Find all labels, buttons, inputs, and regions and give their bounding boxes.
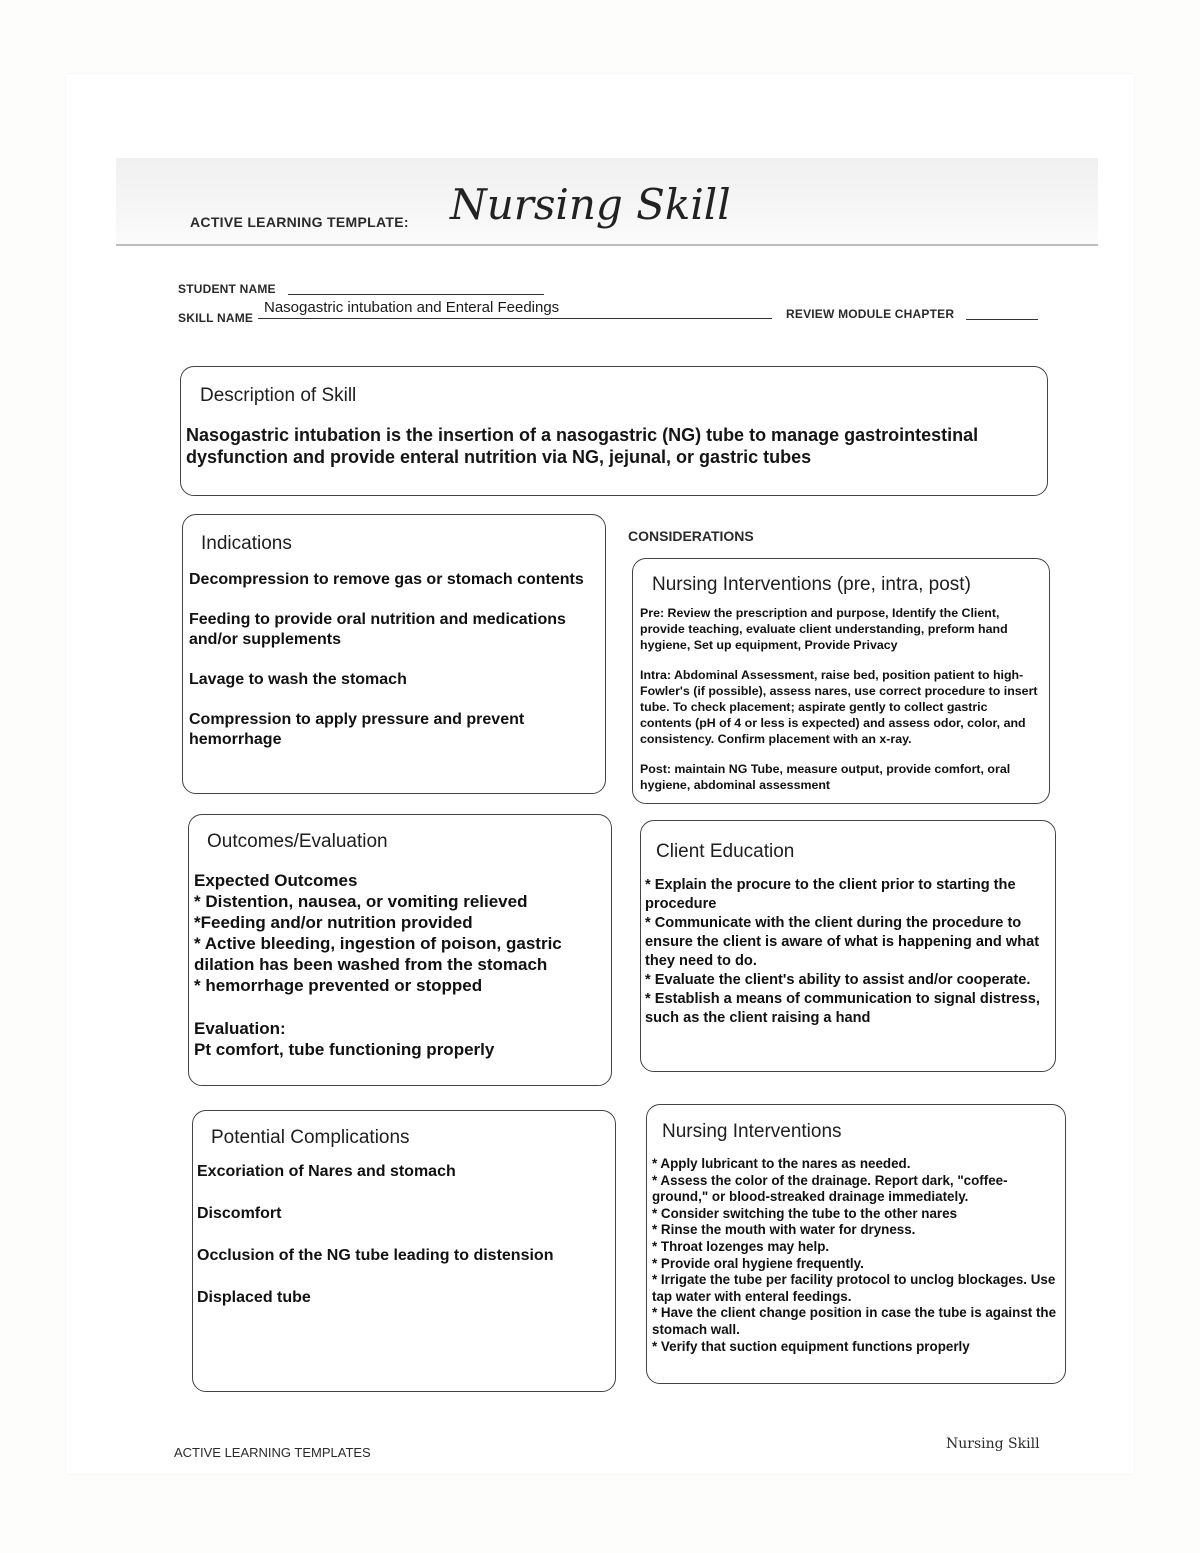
review-module-line [966, 319, 1038, 320]
list-item: *Feeding and/or nutrition provided [194, 913, 473, 932]
list-item: Decompression to remove gas or stomach contents [189, 571, 584, 588]
footer-left: ACTIVE LEARNING TEMPLATES [174, 1445, 371, 1460]
student-name-label: STUDENT NAME [178, 282, 276, 296]
list-item: * Evaluate the client's ability to assist and/or cooperate. [645, 972, 1031, 988]
description-line: Nasogastric intubation is the insertion of a nasogastric (NG) tube to manage gastrointestinal [186, 425, 979, 445]
indications-title: Indications [201, 533, 292, 554]
list-item: * Throat lozenges may help. [652, 1238, 830, 1254]
pre-text: Pre: Review the prescription and purpose, Identify the Client, provide teaching, evaluate client understanding, preform hand hygiene, Set up equipment, Provide Privacy [640, 606, 1008, 652]
list-item: Occlusion of the NG tube leading to distension [197, 1247, 554, 1264]
list-item: * Active bleeding, ingestion of poison, gastric dilation has been washed from the stomach [194, 934, 562, 974]
client-education-list [645, 876, 1045, 1028]
footer-right: Nursing Skill [946, 1436, 1040, 1452]
template-label: ACTIVE LEARNING TEMPLATE: [190, 214, 409, 230]
list-item: * Explain the procure to the client prior to starting the procedure [645, 877, 1016, 912]
skill-name-label: SKILL NAME [178, 311, 254, 325]
nursing-interventions-title: Nursing Interventions [662, 1121, 842, 1142]
list-item: * Distention, nausea, or vomiting relieved [194, 892, 528, 911]
outcomes-body [194, 870, 604, 1060]
skill-name-value: Nasogastric intubation and Enteral Feedings [264, 299, 560, 316]
list-item: * Consider switching the tube to the other nares [652, 1205, 958, 1221]
list-item: * Apply lubricant to the nares as needed. [652, 1156, 911, 1171]
list-item: Displaced tube [197, 1289, 311, 1306]
intra-text: Intra: Abdominal Assessment, raise bed, position patient to high-Fowler's (if possible), assess nares, use correct procedure to insert tube. To check placement; aspirate gently to collect gastric contents (pH of 4 or less is expected) and assess odor, color, and consistency. Confirm placement with an x-ray. [640, 668, 1038, 746]
page-title: Nursing Skill [450, 180, 731, 229]
list-item: Lavage to wash the stomach [189, 671, 407, 688]
list-item: * Verify that suction equipment functions properly [652, 1338, 970, 1354]
client-education-title: Client Education [656, 841, 795, 862]
list-item: * Irrigate the tube per facility protocol to unclog blockages. Use tap water with enteral feedings. [652, 1272, 1056, 1304]
list-item: * Provide oral hygiene frequently. [652, 1255, 864, 1271]
evaluation-label: Evaluation: [194, 1019, 286, 1038]
evaluation-text: Pt comfort, tube functioning properly [194, 1040, 495, 1059]
complications-list [197, 1162, 607, 1328]
description-title: Description of Skill [200, 385, 357, 406]
list-item: Discomfort [197, 1205, 282, 1222]
student-name-line [288, 294, 544, 295]
list-item: * hemorrhage prevented or stopped [194, 976, 483, 995]
list-item: * Assess the color of the drainage. Report dark, "coffee-ground," or blood-streaked drainage immediately. [652, 1172, 1008, 1205]
outcomes-title: Outcomes/Evaluation [207, 831, 388, 852]
list-item: * Rinse the mouth with water for dryness. [652, 1222, 916, 1238]
review-module-label: REVIEW MODULE CHAPTER [786, 307, 955, 321]
description-text [186, 424, 978, 468]
list-item: * Communicate with the client during the procedure to ensure the client is aware of what is happening and what they need to do. [645, 915, 1040, 969]
list-item: * Have the client change position in case the tube is against the stomach wall. [652, 1305, 1057, 1337]
expected-outcomes-label: Expected Outcomes [194, 871, 358, 890]
skill-name-line [258, 318, 772, 319]
list-item: Excoriation of Nares and stomach [197, 1163, 456, 1180]
list-item: Feeding to provide oral nutrition and medications and/or supplements [189, 611, 566, 648]
nursing-interventions-pip-title: Nursing Interventions (pre, intra, post) [652, 574, 971, 595]
complications-title: Potential Complications [211, 1127, 410, 1148]
list-item: Compression to apply pressure and prevent hemorrhage [189, 711, 525, 748]
nursing-interventions-pip-body [640, 605, 1040, 807]
post-text: Post: maintain NG Tube, measure output, provide comfort, oral hygiene, abdominal assessment [640, 762, 1011, 792]
considerations-label: CONSIDERATIONS [628, 528, 754, 544]
indications-list [189, 570, 597, 770]
description-line: dysfunction and provide enteral nutrition via NG, jejunal, or gastric tubes [186, 447, 812, 467]
list-item: * Establish a means of communication to signal distress, such as the client raising a hand [645, 991, 1040, 1026]
nursing-interventions-list [652, 1156, 1060, 1355]
